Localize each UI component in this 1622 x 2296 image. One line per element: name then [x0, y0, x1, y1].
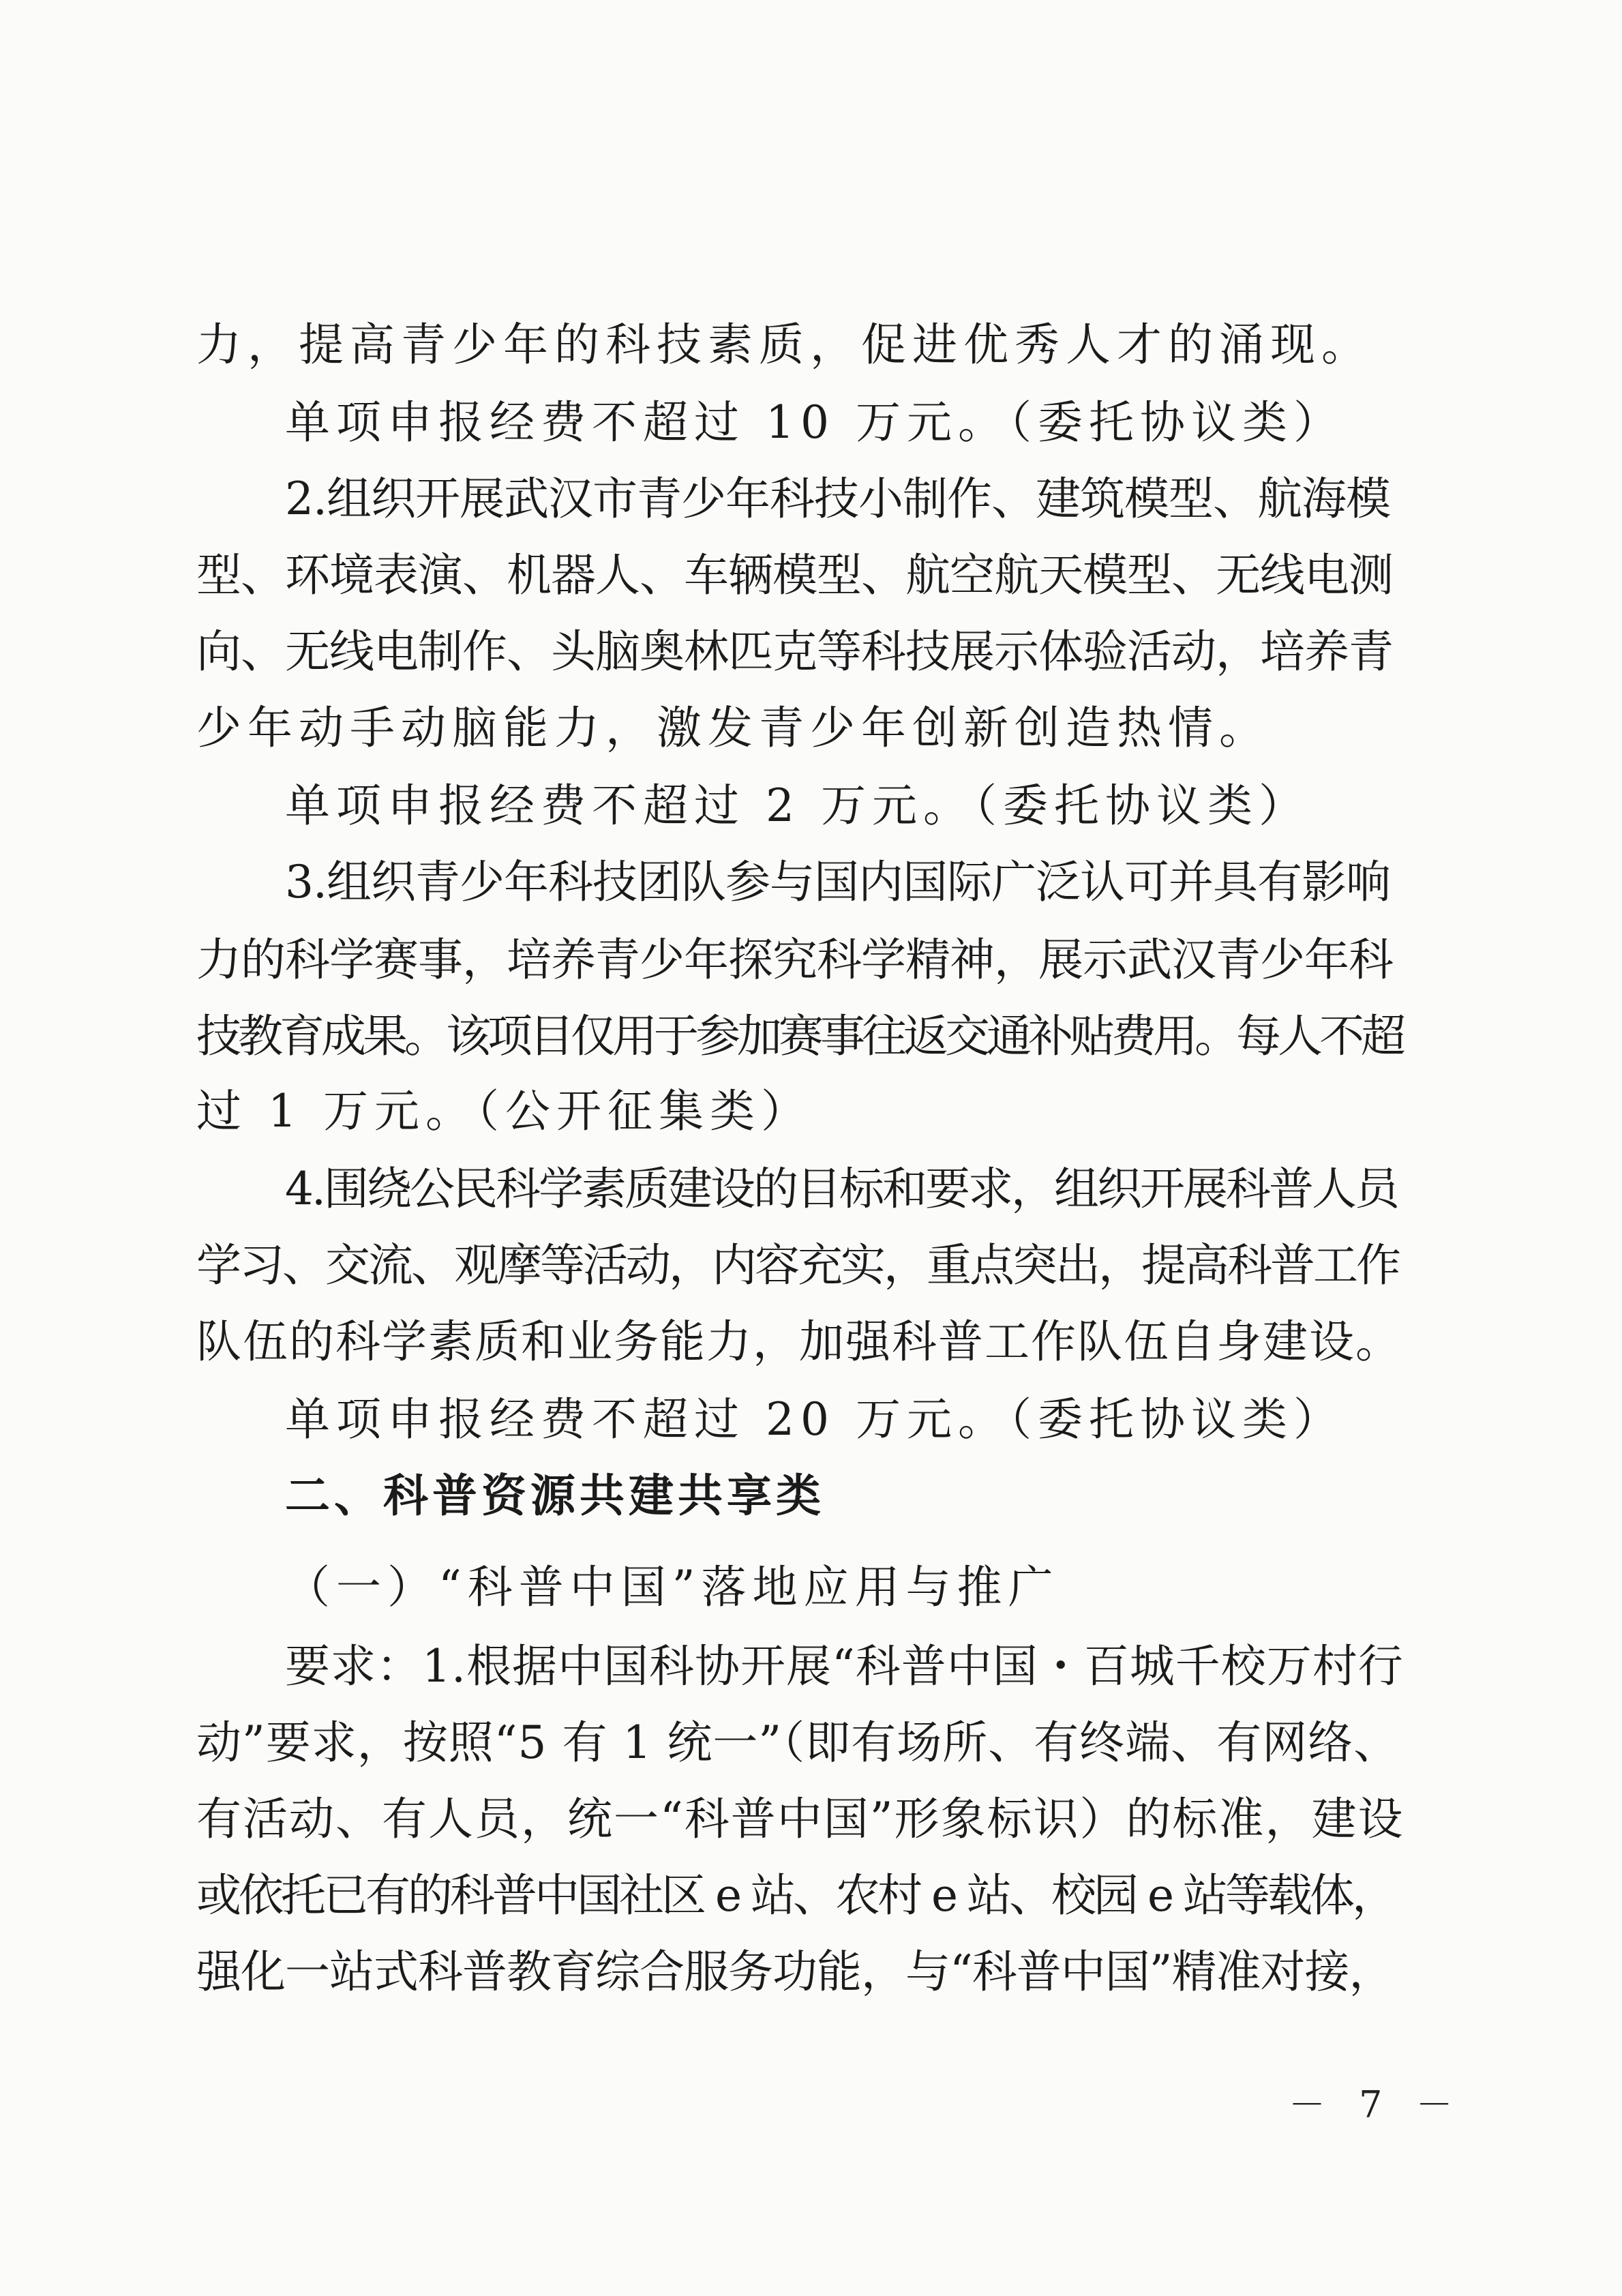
text-line: 4.围绕公民科学素质建设的目标和要求，组织开展科普人员	[285, 1163, 1398, 1215]
text-line: 过 1 万元。（公开征集类）	[196, 1085, 812, 1137]
text-line: 单项申报经费不超过 10 万元。（委托协议类）	[285, 396, 1345, 449]
text-line: 学习、交流、观摩等活动，内容充实，重点突出，提高科普工作	[196, 1239, 1399, 1292]
text-line: 2.组织开展武汉市青少年科技小制作、建筑模型、航海模	[285, 473, 1390, 525]
text-line: 力，提高青少年的科技素质，促进优秀人才的涌现。	[196, 318, 1372, 371]
text-line: 要求：1.根据中国科协开展“科普中国・百城千校万村行	[285, 1640, 1404, 1693]
text-line: 单项申报经费不超过 2 万元。（委托协议类）	[285, 779, 1310, 832]
text-line: 技教育成果。该项目仅用于参加赛事往返交通补贴费用。每人不超	[196, 1010, 1402, 1062]
text-line: 少年动手动脑能力，激发青少年创新创造热情。	[196, 702, 1270, 754]
text-line: 单项申报经费不超过 20 万元。（委托协议类）	[285, 1393, 1345, 1446]
text-line: 型、环境表演、机器人、车辆模型、航空航天模型、无线电测	[196, 549, 1393, 601]
text-line: 队伍的科学素质和业务能力，加强科普工作队伍自身建设。	[196, 1315, 1402, 1368]
text-line: 动”要求，按照“5 有 1 统一”（即有场所、有终端、有网络、	[196, 1716, 1400, 1769]
text-line: 向、无线电制作、头脑奥林匹克等科技展示体验活动，培养青	[196, 625, 1393, 678]
subsection-heading: （一）“科普中国”落地应用与推广	[285, 1561, 1060, 1613]
text-line: 3.组织青少年科技团队参与国内国际广泛认可并具有影响	[285, 856, 1390, 908]
text-line: 强化一站式科普教育综合服务功能，与“科普中国”精准对接，	[196, 1945, 1394, 1998]
page-number: － 7 －	[1289, 2083, 1464, 2126]
text-line: 力的科学赛事，培养青少年探究科学精神，展示武汉青少年科	[196, 934, 1393, 986]
text-line: 有活动、有人员，统一“科普中国”形象标识）的标准，建设	[196, 1793, 1405, 1845]
section-heading: 二、科普资源共建共享类	[285, 1470, 825, 1522]
text-line: 或依托已有的科普中国社区 e 站、农村 e 站、校园 e 站等载体，	[196, 1869, 1395, 1922]
